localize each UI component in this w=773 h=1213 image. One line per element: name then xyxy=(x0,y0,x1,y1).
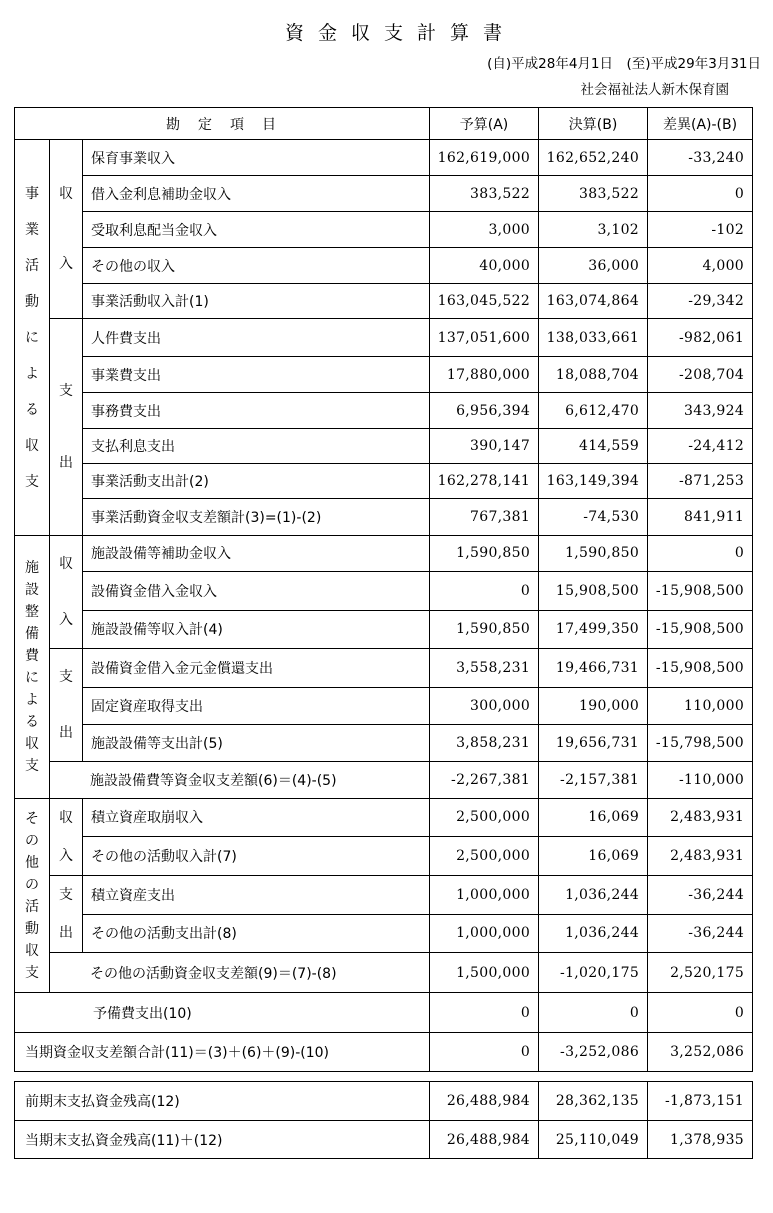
table-row xyxy=(15,357,753,393)
diff-value: -15,798,500 xyxy=(648,725,753,762)
budget-value: 0 xyxy=(430,571,539,610)
row-label: 事業費支出 xyxy=(83,357,430,393)
budget-value: 26,488,984 xyxy=(430,1082,539,1121)
budget-value: 1,500,000 xyxy=(430,953,539,993)
row-label: 固定資産取得支出 xyxy=(83,688,430,725)
row-label: 積立資産取崩収入 xyxy=(83,799,430,837)
budget-value: 2,500,000 xyxy=(430,836,539,875)
row-label: 事業活動支出計(2) xyxy=(83,464,430,499)
actual-value: 138,033,661 xyxy=(539,319,648,357)
actual-value: -3,252,086 xyxy=(539,1033,648,1072)
row-label: その他の活動支出計(8) xyxy=(83,914,430,953)
table-row xyxy=(15,836,753,875)
row-label: その他の活動資金収支差額(9)＝(7)-(8) xyxy=(50,953,430,993)
actual-value: 1,036,244 xyxy=(539,876,648,915)
budget-value: 1,590,850 xyxy=(430,610,539,648)
budget-value: 3,558,231 xyxy=(430,649,539,688)
budget-value: 390,147 xyxy=(430,429,539,464)
table-row xyxy=(15,140,753,176)
budget-value: 0 xyxy=(430,1033,539,1072)
section-label-operating: 事 業 活 動 に よ る 収 支 xyxy=(15,140,50,536)
actual-value: 18,088,704 xyxy=(539,357,648,393)
actual-value: 36,000 xyxy=(539,248,648,284)
budget-value: 3,000 xyxy=(430,212,539,248)
actual-value: 1,036,244 xyxy=(539,914,648,953)
actual-value: 190,000 xyxy=(539,688,648,725)
actual-value: 383,522 xyxy=(539,176,648,212)
diff-value: -1,873,151 xyxy=(648,1082,753,1121)
actual-value: 3,102 xyxy=(539,212,648,248)
diff-value: -982,061 xyxy=(648,319,753,357)
actual-value: 28,362,135 xyxy=(539,1082,648,1121)
table-row xyxy=(15,212,753,248)
row-label: 積立資産支出 xyxy=(83,876,430,915)
subsection-label-income: 収 入 xyxy=(50,140,83,319)
row-label: 事業活動収入計(1) xyxy=(83,284,430,319)
diff-value: -33,240 xyxy=(648,140,753,176)
actual-value: 1,590,850 xyxy=(539,536,648,572)
diff-value: -24,412 xyxy=(648,429,753,464)
table-row xyxy=(15,248,753,284)
budget-value: 767,381 xyxy=(430,499,539,536)
actual-value: 163,074,864 xyxy=(539,284,648,319)
fund-balance-table xyxy=(14,1081,753,1159)
table-row xyxy=(15,1121,753,1159)
section-label-other: そ の 他 の 活 動 収 支 xyxy=(15,799,50,993)
row-label: 借入金利息補助金収入 xyxy=(83,176,430,212)
actual-value: -2,157,381 xyxy=(539,762,648,799)
column-header-actual: 決算(B) xyxy=(539,108,648,140)
actual-value: 15,908,500 xyxy=(539,571,648,610)
diff-value: 3,252,086 xyxy=(648,1033,753,1072)
actual-value: 17,499,350 xyxy=(539,610,648,648)
header-row xyxy=(15,108,753,140)
table-row xyxy=(15,688,753,725)
table-row xyxy=(15,176,753,212)
table-row xyxy=(15,319,753,357)
table-row xyxy=(15,876,753,915)
diff-value: 841,911 xyxy=(648,499,753,536)
row-label: その他の活動収入計(7) xyxy=(83,836,430,875)
row-label: 保育事業収入 xyxy=(83,140,430,176)
table-row xyxy=(15,429,753,464)
row-label: 設備資金借入金元金償還支出 xyxy=(83,649,430,688)
budget-value: 1,000,000 xyxy=(430,914,539,953)
row-label: 施設設備等収入計(4) xyxy=(83,610,430,648)
row-label: 施設設備等補助金収入 xyxy=(83,536,430,572)
row-label: 予備費支出(10) xyxy=(15,993,430,1033)
diff-value: -110,000 xyxy=(648,762,753,799)
column-header-diff: 差異(A)-(B) xyxy=(648,108,753,140)
actual-value: 414,559 xyxy=(539,429,648,464)
budget-value: 1,000,000 xyxy=(430,876,539,915)
table-row xyxy=(15,914,753,953)
subsection-label-expense: 支 出 xyxy=(50,319,83,536)
diff-value: 0 xyxy=(648,993,753,1033)
table-row xyxy=(15,610,753,648)
table-row xyxy=(15,571,753,610)
actual-value: 25,110,049 xyxy=(539,1121,648,1159)
diff-value: -15,908,500 xyxy=(648,571,753,610)
row-label: 受取利息配当金収入 xyxy=(83,212,430,248)
organization-name: 社会福祉法人新木保育園 xyxy=(580,82,729,98)
budget-value: 26,488,984 xyxy=(430,1121,539,1159)
cash-flow-table xyxy=(14,107,753,1072)
actual-value: 0 xyxy=(539,993,648,1033)
diff-value: 0 xyxy=(648,176,753,212)
budget-value: 383,522 xyxy=(430,176,539,212)
diff-value: 4,000 xyxy=(648,248,753,284)
budget-value: 0 xyxy=(430,993,539,1033)
row-label: 事務費支出 xyxy=(83,393,430,429)
diff-value: 2,483,931 xyxy=(648,799,753,837)
budget-value: 40,000 xyxy=(430,248,539,284)
budget-value: 300,000 xyxy=(430,688,539,725)
actual-value: 19,466,731 xyxy=(539,649,648,688)
row-label: 前期末支払資金残高(12) xyxy=(15,1082,430,1121)
column-header-budget: 予算(A) xyxy=(430,108,539,140)
actual-value: 6,612,470 xyxy=(539,393,648,429)
row-label: その他の収入 xyxy=(83,248,430,284)
diff-value: -208,704 xyxy=(648,357,753,393)
row-label: 支払利息支出 xyxy=(83,429,430,464)
budget-value: 163,045,522 xyxy=(430,284,539,319)
budget-value: 162,619,000 xyxy=(430,140,539,176)
diff-value: 110,000 xyxy=(648,688,753,725)
table-row xyxy=(15,993,753,1033)
row-label: 事業活動資金収支差額計(3)=(1)-(2) xyxy=(83,499,430,536)
budget-value: 137,051,600 xyxy=(430,319,539,357)
table-row xyxy=(15,799,753,837)
actual-value: 162,652,240 xyxy=(539,140,648,176)
diff-value: -36,244 xyxy=(648,914,753,953)
budget-value: 6,956,394 xyxy=(430,393,539,429)
actual-value: 163,149,394 xyxy=(539,464,648,499)
diff-value: 2,483,931 xyxy=(648,836,753,875)
table-row xyxy=(15,1082,753,1121)
diff-value: -15,908,500 xyxy=(648,649,753,688)
diff-value: 0 xyxy=(648,536,753,572)
document-title: 資金収支計算書 xyxy=(284,22,516,44)
table-row xyxy=(15,284,753,319)
row-label: 施設設備等支出計(5) xyxy=(83,725,430,762)
actual-value: 16,069 xyxy=(539,836,648,875)
diff-value: -36,244 xyxy=(648,876,753,915)
diff-value: -29,342 xyxy=(648,284,753,319)
table-row xyxy=(15,536,753,572)
budget-value: 17,880,000 xyxy=(430,357,539,393)
row-label: 当期末支払資金残高(11)＋(12) xyxy=(15,1121,430,1159)
table-row xyxy=(15,464,753,499)
fiscal-period: (自)平成28年4月1日 (至)平成29年3月31日 xyxy=(487,56,761,72)
subsection-label-expense: 支 出 xyxy=(50,649,83,762)
row-label: 人件費支出 xyxy=(83,319,430,357)
subsection-label-income: 収 入 xyxy=(50,536,83,649)
row-label: 当期資金収支差額合計(11)＝(3)＋(6)＋(9)-(10) xyxy=(15,1033,430,1072)
diff-value: 2,520,175 xyxy=(648,953,753,993)
column-header-item: 勘 定 項 目 xyxy=(15,108,430,140)
diff-value: -871,253 xyxy=(648,464,753,499)
table-row xyxy=(15,393,753,429)
table-row xyxy=(15,762,753,799)
budget-value: 3,858,231 xyxy=(430,725,539,762)
actual-value: 19,656,731 xyxy=(539,725,648,762)
table-row xyxy=(15,1033,753,1072)
table-row xyxy=(15,725,753,762)
budget-value: 2,500,000 xyxy=(430,799,539,837)
subsection-label-expense: 支 出 xyxy=(50,876,83,953)
table-row xyxy=(15,649,753,688)
row-label: 施設設備費等資金収支差額(6)＝(4)-(5) xyxy=(50,762,430,799)
table-row xyxy=(15,953,753,993)
subsection-label-income: 収 入 xyxy=(50,799,83,876)
diff-value: -15,908,500 xyxy=(648,610,753,648)
diff-value: 1,378,935 xyxy=(648,1121,753,1159)
budget-value: -2,267,381 xyxy=(430,762,539,799)
actual-value: -1,020,175 xyxy=(539,953,648,993)
actual-value: -74,530 xyxy=(539,499,648,536)
diff-value: -102 xyxy=(648,212,753,248)
budget-value: 162,278,141 xyxy=(430,464,539,499)
row-label: 設備資金借入金収入 xyxy=(83,571,430,610)
actual-value: 16,069 xyxy=(539,799,648,837)
table-row xyxy=(15,499,753,536)
diff-value: 343,924 xyxy=(648,393,753,429)
section-label-facility: 施 設 整 備 費 に よ る 収 支 xyxy=(15,536,50,799)
budget-value: 1,590,850 xyxy=(430,536,539,572)
